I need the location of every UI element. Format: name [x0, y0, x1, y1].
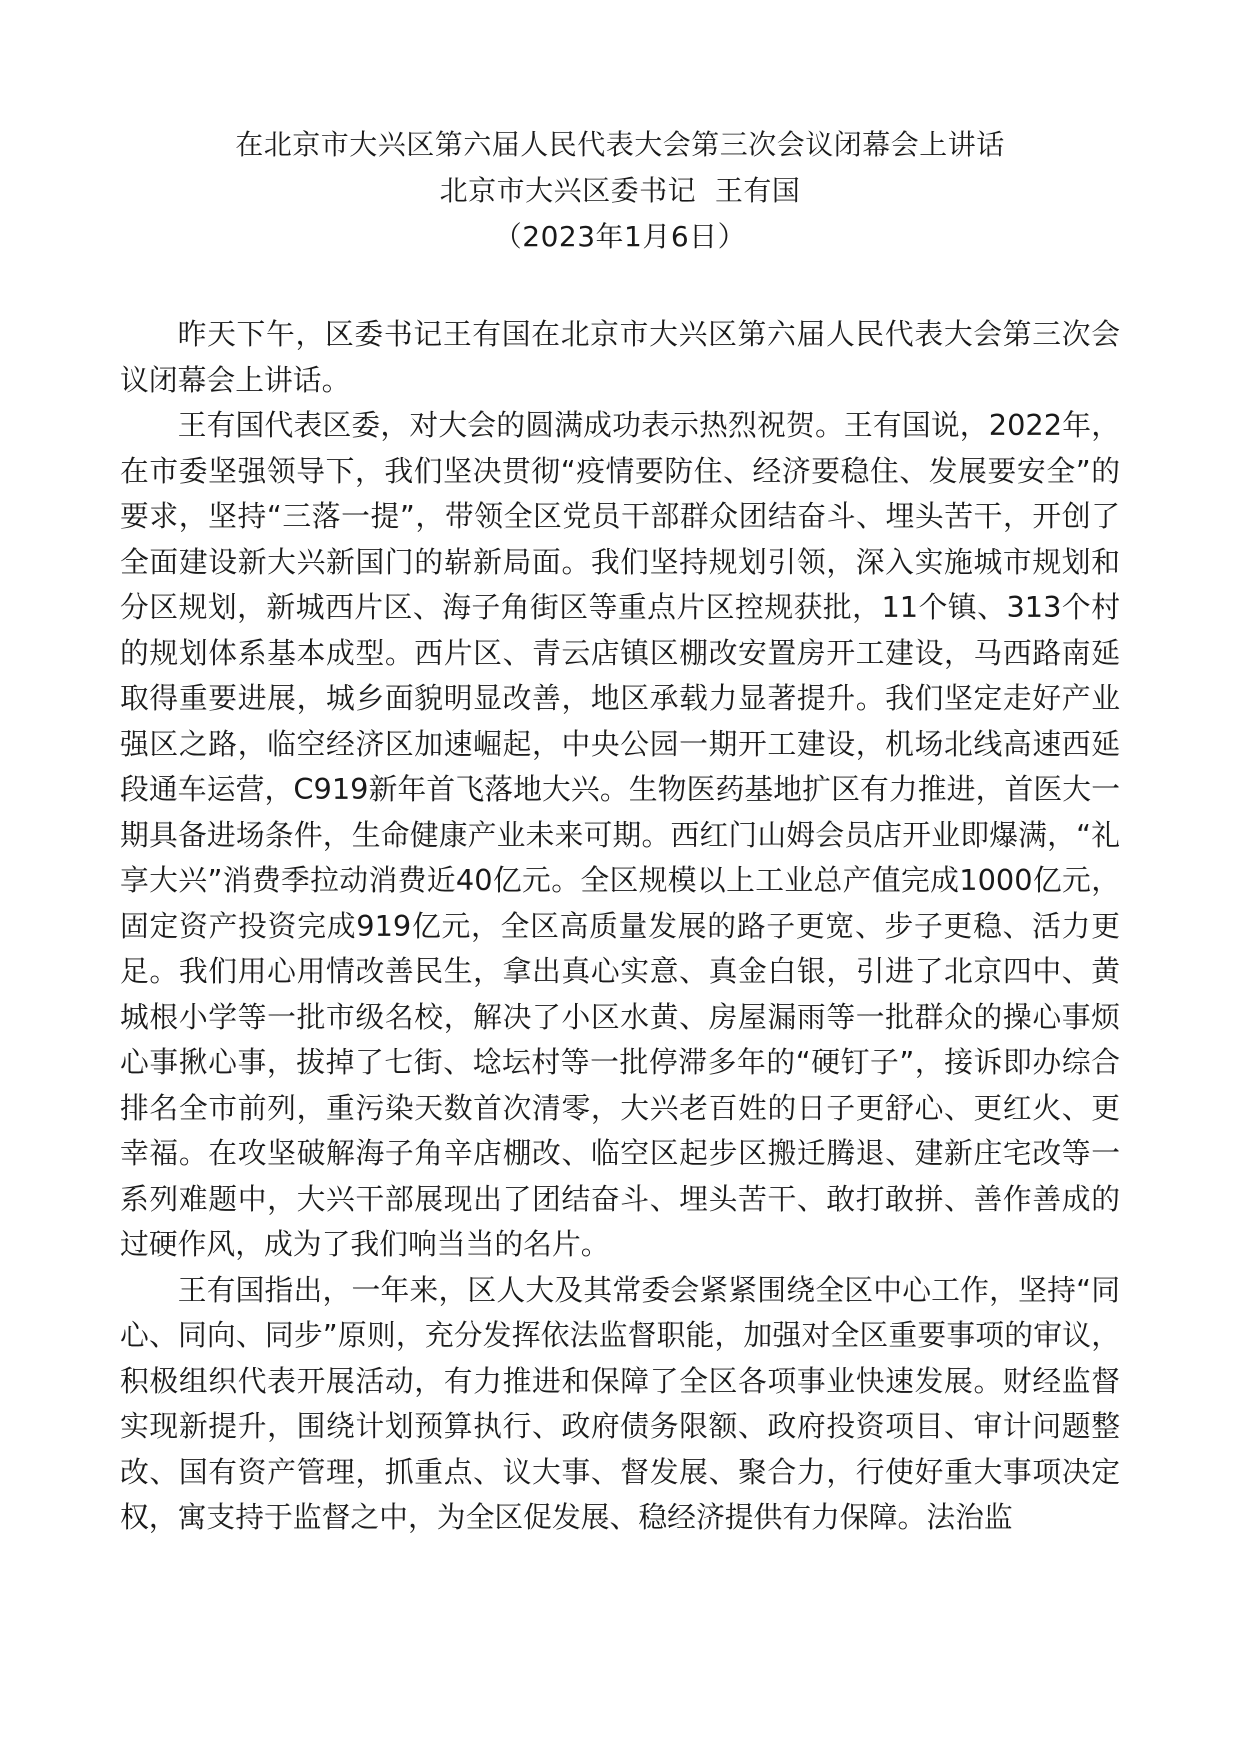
document-body — [120, 312, 1120, 1541]
speaker-line: 北京市大兴区委书记 王有国 — [439, 174, 801, 207]
document-title: 在北京市大兴区第六届人民代表大会第三次会议闭幕会上讲话 — [235, 128, 1005, 161]
document-page — [120, 0, 1120, 1754]
paragraph: 昨天下午，区委书记王有国在北京市大兴区第六届人民代表大会第三次会议闭幕会上讲话。 — [120, 317, 1120, 397]
paragraph: 王有国指出，一年来，区人大及其常委会紧紧围绕全区中心工作，坚持“同心、同向、同步”原则，充分发挥依法监督职能，加强对全区重要事项的审议，积极组织代表开展活动，有力推进和保障了全区各项事业快速发展。财经监督实现新提升，围绕计划预算执行、政府债务限额、政府投资项目、审计问题整改、国有资产管理，抓重点、议大事、督发展、聚合力，行使好重大事项决定权，寓支持于监督之中，为全区促发展、稳经济提供有力保障。法治监 — [120, 1272, 1120, 1534]
document-header — [120, 122, 1120, 260]
date-line: （2023年1月6日） — [493, 220, 747, 253]
paragraph: 王有国代表区委，对大会的圆满成功表示热烈祝贺。王有国说，2022年，在市委坚强领导下，我们坚决贯彻“疫情要防住、经济要稳住、发展要安全”的要求，坚持“三落一提”，带领全区党员干部群众团结奋斗、埋头苦干，开创了全面建设新大兴新国门的崭新局面。我们坚持规划引领，深入实施城市规划和分区规划，新城西片区、海子角街区等重点片区控规获批，11个镇、313个村的规划体系基本成型。西片区、青云店镇区棚改安置房开工建设，马西路南延取得重要进展，城乡面貌明显改善，地区承载力显著提升。我们坚定走好产业强区之路，临空经济区加速崛起，中央公园一期开工建设，机场北线高速西延段通车运营，C919新年首飞落地大兴。生物医药基地扩区有力推进，首医大一期具备进场条件，生命健康产业未来可期。西红门山姆会员店开业即爆满，“礼享大兴”消费季拉动消费近40亿元。全区规模以上工业总产值完成1000亿元，固定资产投资完成919亿元，全区高质量发展的路子更宽、步子更稳、活力更足。我们用心用情改善民生，拿出真心实意、真金白银，引进了北京四中、黄城根小学等一批市级名校，解决了小区水黄、房屋漏雨等一批群众的操心事烦心事揪心事，拔掉了七街、埝坛村等一批停滞多年的“硬钉子”，接诉即办综合排名全市前列，重污染天数首次清零，大兴老百姓的日子更舒心、更红火、更幸福。在攻坚破解海子角辛店棚改、临空区起步区搬迁腾退、建新庄宅改等一系列难题中，大兴干部展现出了团结奋斗、埋头苦干、敢打敢拼、善作善成的过硬作风，成为了我们响当当的名片。 — [120, 408, 1120, 1261]
